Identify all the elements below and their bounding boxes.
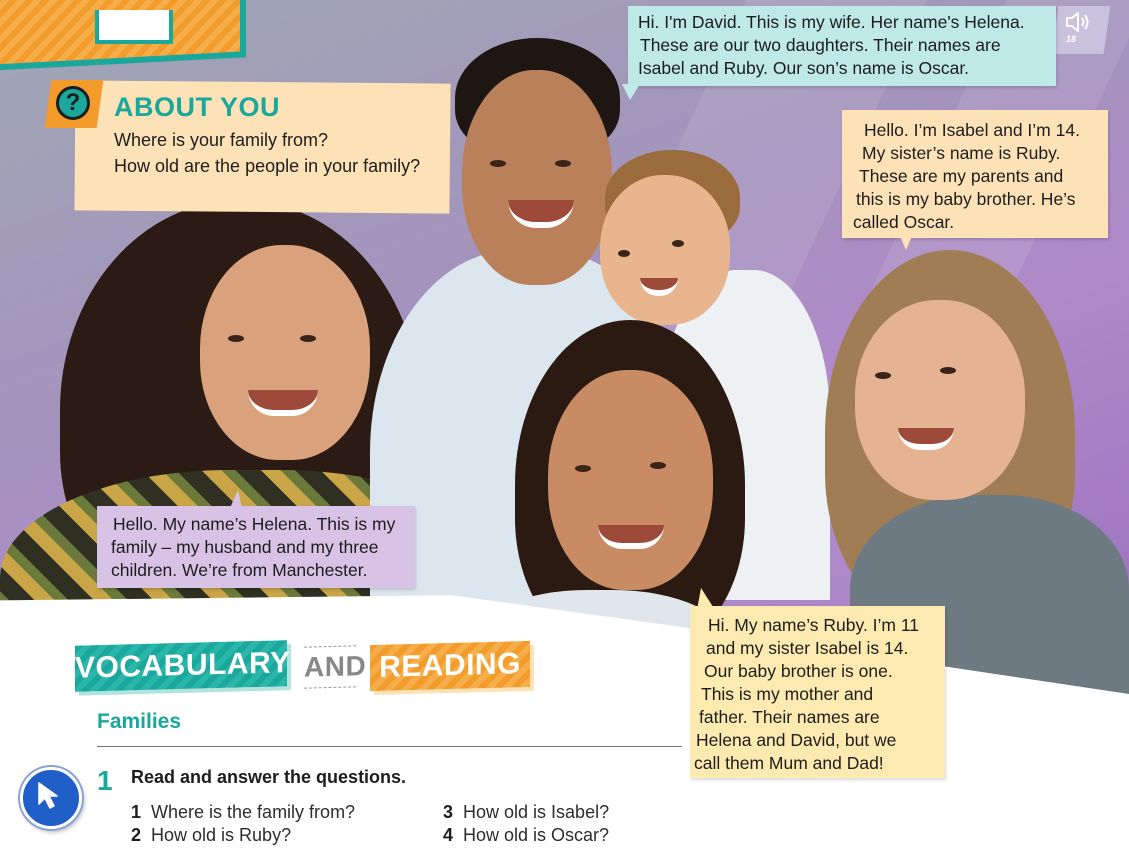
bubble-line: Hi. I'm David. This is my wife. Her name's Helena.	[638, 12, 1025, 32]
speaker-icon[interactable]	[1064, 10, 1094, 34]
bubble-line: called Oscar.	[853, 212, 955, 232]
exercise-question	[443, 802, 609, 823]
bubble-line: Helena and David, but we	[696, 730, 897, 750]
question-number: 4	[443, 825, 454, 845]
about-you-questions	[114, 127, 420, 179]
bubble-line: this is my baby brother. He’s	[856, 189, 1076, 209]
section-title: Families	[97, 710, 182, 733]
exercise-question	[131, 802, 355, 823]
bubble-line: My sister’s name is Ruby.	[862, 143, 1061, 163]
reading-tag: READING	[370, 641, 530, 691]
bubble-line: children. We’re from Manchester.	[111, 560, 368, 580]
bubble-line: Hi. My name’s Ruby. I’m 11	[708, 615, 920, 635]
bubble-line: family – my husband and my three	[111, 537, 379, 557]
about-question: How old are the people in your family?	[114, 156, 421, 176]
speech-bubble-david	[628, 6, 1056, 86]
bubble-line: These are our two daughters. Their names are	[640, 35, 1001, 55]
question-text: Where is the family from?	[151, 802, 356, 822]
bubble-line: Hello. My name’s Helena. This is my	[113, 514, 396, 534]
question-number: 3	[443, 802, 454, 822]
and-tag: AND	[304, 645, 356, 688]
speech-bubble-helena	[97, 506, 415, 588]
bubble-line: These are my parents and	[859, 166, 1064, 186]
bubble-line: father. Their names are	[699, 707, 880, 727]
bubble-tail	[900, 236, 912, 250]
exercise-question	[443, 825, 609, 846]
exercise-number: 1	[97, 765, 113, 796]
exercise-question	[131, 825, 291, 846]
bubble-line: Our baby brother is one.	[704, 661, 893, 681]
question-number: 2	[131, 825, 142, 845]
about-question: Where is your family from?	[114, 130, 329, 150]
section-divider	[97, 746, 682, 747]
question-text: How old is Ruby?	[151, 825, 292, 845]
bubble-line: Isabel and Ruby. Our son’s name is Oscar.	[638, 58, 970, 78]
question-text: How old is Isabel?	[463, 802, 610, 822]
track-number: 18	[1066, 34, 1077, 44]
about-you-title: ABOUT YOU	[114, 92, 281, 122]
exercise-instruction: Read and answer the questions.	[131, 767, 407, 787]
speech-bubble-ruby	[690, 606, 945, 778]
bubble-line: and my sister Isabel is 14.	[706, 638, 909, 658]
bubble-line: call them Mum and Dad!	[694, 753, 884, 773]
question-icon: ?	[56, 86, 90, 120]
speech-bubble-isabel	[842, 110, 1108, 238]
bubble-tail	[622, 84, 640, 100]
pointer-tool-button[interactable]	[20, 767, 82, 829]
question-text: How old is Oscar?	[463, 825, 610, 845]
question-number: 1	[131, 802, 142, 822]
bubble-line: This is my mother and	[701, 684, 874, 704]
vocabulary-tag: VOCABULARY	[75, 640, 287, 692]
corner-badge-tab	[95, 10, 173, 44]
pointer-cursor-icon	[35, 780, 65, 812]
bubble-line: Hello. I’m Isabel and I’m 14.	[864, 120, 1080, 140]
